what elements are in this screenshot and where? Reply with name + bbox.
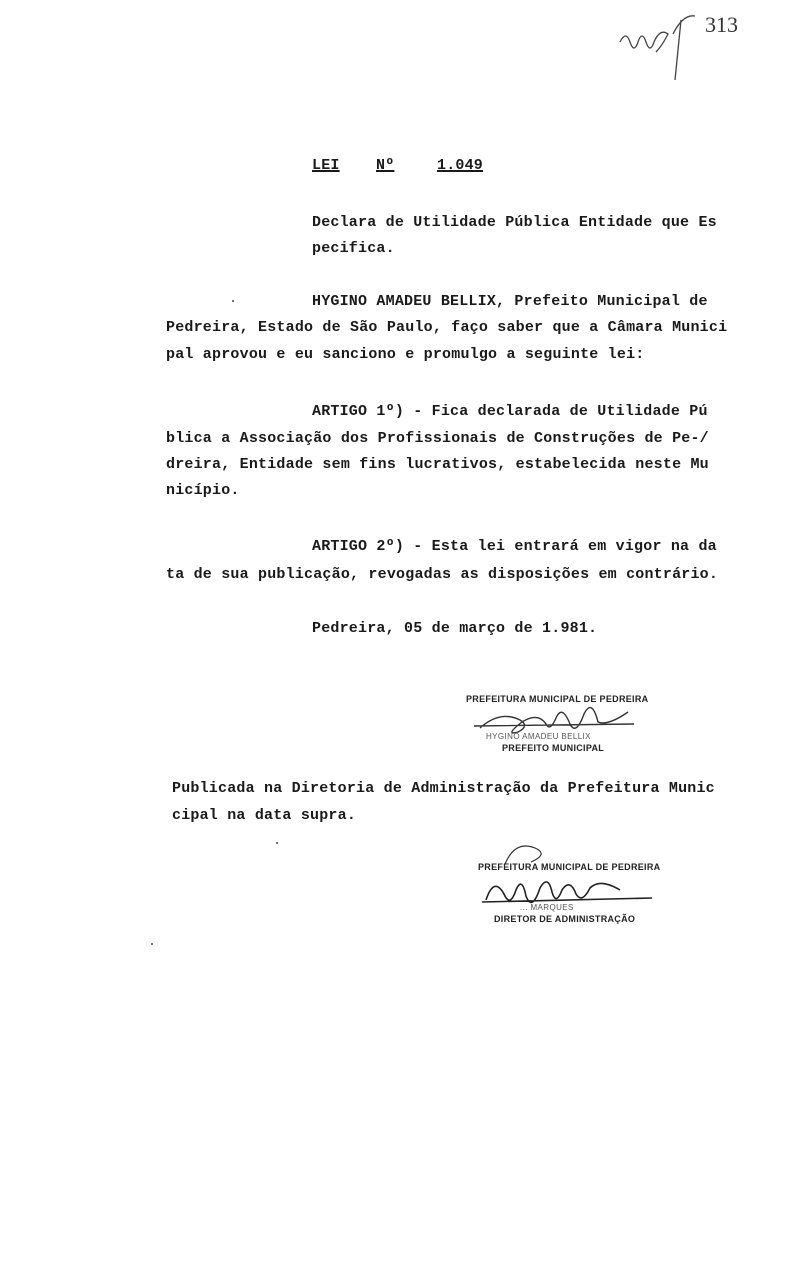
publicacao-line-2: cipal na data supra.	[172, 807, 357, 824]
preambulo-line-2: Pedreira, Estado de São Paulo, faço saber que a Câmara Munici	[166, 319, 728, 336]
artigo2-line-2: ta de sua publicação, revogadas as disposições em contrário.	[166, 566, 719, 583]
stamp2-org: PREFEITURA MUNICIPAL DE PEDREIRA	[478, 862, 661, 872]
artigo1-line-1: ARTIGO 1º) - Fica declarada de Utilidade Pú	[312, 403, 708, 420]
publicacao-line-1: Publicada na Diretoria de Administração da Prefeitura Munic	[172, 780, 715, 797]
ementa-line-2: pecifica.	[312, 240, 395, 257]
stamp2-role: DIRETOR DE ADMINISTRAÇÃO	[494, 914, 636, 924]
law-title-numero: Nº	[376, 157, 395, 174]
law-title-valor: 1.049	[437, 157, 484, 174]
stamp1-name: HYGINO AMADEU BELLIX	[486, 732, 591, 741]
stamp1-org: PREFEITURA MUNICIPAL DE PEDREIRA	[466, 694, 649, 704]
artigo1-line-2: blica a Associação dos Profissionais de Construções de Pe-/	[166, 430, 709, 447]
artigo1-line-4: nicípio.	[166, 482, 240, 499]
ementa-line-1: Declara de Utilidade Pública Entidade que Es	[312, 214, 717, 231]
artigo1-line-3: dreira, Entidade sem fins lucrativos, estabelecida neste Mu	[166, 456, 709, 473]
handwritten-initials	[615, 12, 715, 82]
artigo2-line-1: ARTIGO 2º) - Esta lei entrará em vigor na da	[312, 538, 717, 555]
scan-speck	[276, 842, 278, 844]
stamp2-name: ... MARQUES	[520, 903, 574, 912]
scan-speck	[151, 943, 153, 945]
stamp1-role: PREFEITO MUNICIPAL	[502, 743, 605, 753]
date-place: Pedreira, 05 de março de 1.981.	[312, 620, 598, 637]
preambulo-line-1: HYGINO AMADEU BELLIX, Prefeito Municipal de	[312, 293, 708, 310]
scan-speck	[232, 300, 234, 302]
preambulo-line-3: pal aprovou e eu sanciono e promulgo a seguinte lei:	[166, 346, 645, 363]
page-number: 313	[705, 12, 738, 37]
law-title-lei: LEI	[312, 157, 340, 174]
